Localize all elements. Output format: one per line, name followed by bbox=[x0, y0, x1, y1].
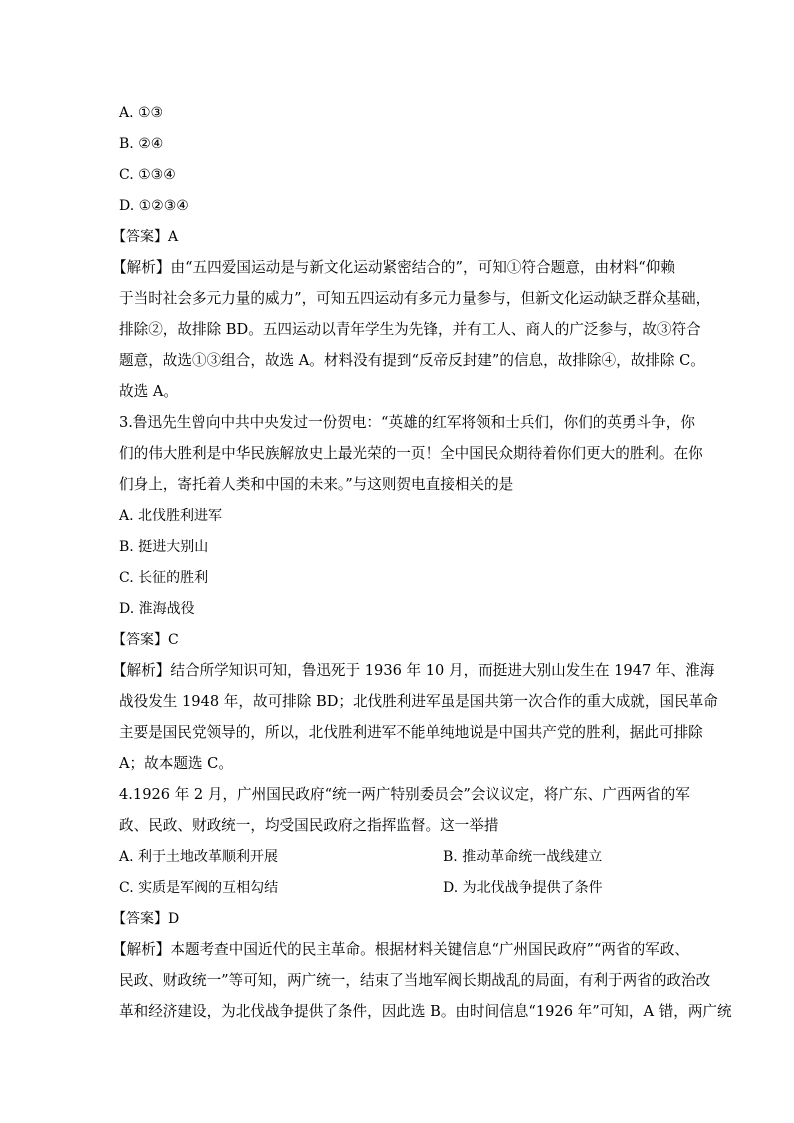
q3-option-b: B. 挺进大别山 bbox=[119, 539, 209, 555]
q3-analysis-line-2: 战役发生 1948 年，故可排除 BD；北伐胜利进军虽是国共第一次合作的重大成就，国民革命 bbox=[119, 693, 718, 710]
q3-option-c: C. 长征的胜利 bbox=[119, 570, 209, 586]
q4-option-d: D. 为北伐战争提供了条件 bbox=[443, 880, 603, 896]
q4-analysis-line-2: 民政、财政统一”等可知，两广统一，结束了当地军阀长期战乱的局面，有利于两省的政治改 bbox=[119, 972, 711, 989]
q3-answer: 【答案】C bbox=[112, 632, 179, 648]
q4-answer: 【答案】D bbox=[112, 911, 180, 927]
q2-analysis-line-4: 题意，故选①③组合，故选 A。材料没有提到“反帝反封建”的信息，故排除④，故排除 C。 bbox=[119, 352, 705, 369]
q2-analysis-line-3: 排除②，故排除 BD。五四运动以青年学生为先锋，并有工人、商人的广泛参与，故③符合 bbox=[119, 321, 701, 338]
q4-analysis-line-3: 革和经济建设，为北伐战争提供了条件，因此选 B。由时间信息“1926 年”可知，A 错，两广统 bbox=[119, 1003, 732, 1020]
q4-analysis-line-1: 【解析】本题考查中国近代的民主革命。根据材料关键信息“广州国民政府”“两省的军政、 bbox=[112, 941, 689, 958]
q2-option-b: B. ②④ bbox=[119, 136, 164, 152]
q3-option-a: A. 北伐胜利进军 bbox=[119, 508, 223, 524]
q4-option-b: B. 推动革命统一战线建立 bbox=[443, 849, 603, 865]
q2-option-a: A. ①③ bbox=[119, 105, 164, 121]
q2-answer: 【答案】A bbox=[112, 229, 179, 245]
q3-stem-line-3: 们身上，寄托着人类和中国的未来。”与这则贺电直接相关的是 bbox=[119, 476, 514, 493]
q2-analysis-tag: 【解析】 bbox=[112, 259, 171, 276]
q2-analysis-line-1: 【解析】由“五四爱国运动是与新文化运动紧密结合的”，可知①符合题意，由材料“仰赖 bbox=[112, 259, 675, 276]
q3-option-d: D. 淮海战役 bbox=[119, 601, 195, 617]
q2-option-c: C. ①③④ bbox=[119, 167, 176, 183]
q3-stem-line-1: 3.鲁迅先生曾向中共中央发过一份贺电：“英雄的红军将领和士兵们，你们的英勇斗争，你 bbox=[119, 414, 695, 431]
q4-analysis-tag: 【解析】 bbox=[112, 941, 171, 958]
q3-analysis-line-4: A；故本题选 C。 bbox=[119, 755, 233, 772]
q3-analysis-tag: 【解析】 bbox=[112, 662, 171, 679]
q4-option-a: A. 利于土地改革顺利开展 bbox=[119, 849, 279, 865]
q3-analysis-line-3: 主要是国民党领导的，所以，北伐胜利进军不能单纯地说是中国共产党的胜利，据此可排除 bbox=[119, 724, 703, 741]
q2-analysis-line-2: 于当时社会多元力量的威力”，可知五四运动有多元力量参与，但新文化运动缺乏群众基础， bbox=[119, 290, 711, 307]
q4-stem-line-2: 政、民政、财政统一，均受国民政府之指挥监督。这一举措 bbox=[119, 817, 499, 834]
q3-analysis-line-1: 【解析】结合所学知识可知，鲁迅死于 1936 年 10 月，而挺进大别山发生在 1947 年、淮海 bbox=[112, 662, 715, 679]
q4-option-c: C. 实质是军阀的互相勾结 bbox=[119, 880, 279, 896]
q2-analysis-line-5: 故选 A。 bbox=[119, 383, 178, 400]
q2-option-d: D. ①②③④ bbox=[119, 198, 189, 214]
q4-stem-line-1: 4.1926 年 2 月，广州国民政府“统一两广特别委员会”会议议定，将广东、广西两省的军 bbox=[119, 786, 690, 803]
q3-stem-line-2: 们的伟大胜利是中华民族解放史上最光荣的一页！全中国民众期待着你们更大的胜利。在你 bbox=[119, 445, 703, 462]
